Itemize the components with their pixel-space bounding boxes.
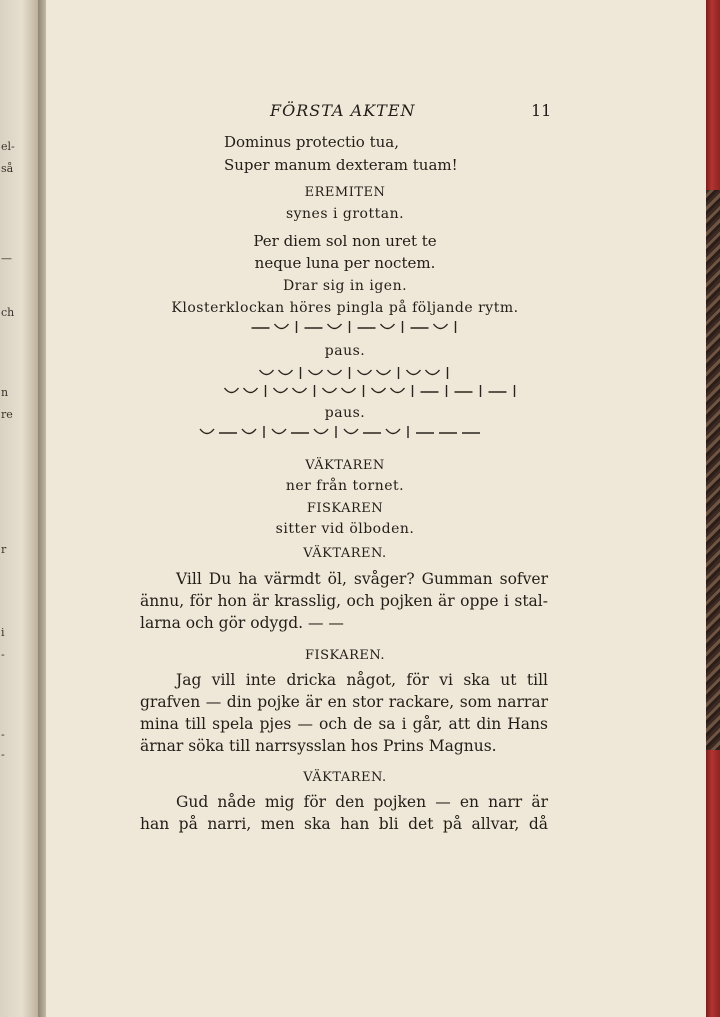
verse-line: neque luna per noctem. bbox=[254, 254, 436, 272]
margin-fragment: ch bbox=[1, 306, 15, 319]
dialogue-line: grafven — din pojke är en stor rackare, som narrar bbox=[140, 693, 548, 711]
margin-fragment: n bbox=[1, 386, 9, 399]
dialogue-line: Jag vill inte dricka något, för vi ska ut till bbox=[176, 671, 548, 689]
speaker-fiskaren: FISKAREN bbox=[306, 501, 384, 516]
dialogue-line: Vill Du ha värmdt öl, svåger? Gumman sofver bbox=[176, 570, 548, 588]
speaker-vaktaren: VÄKTAREN. bbox=[303, 546, 387, 561]
running-head-title: FÖRSTA AKTEN bbox=[270, 101, 416, 120]
stage-direction: Klosterklockan höres pingla på följande rytm. bbox=[171, 300, 519, 316]
margin-fragment: — bbox=[1, 252, 12, 265]
speaker-fiskaren: FISKAREN. bbox=[304, 648, 386, 663]
verse-line: Per diem sol non uret te bbox=[253, 232, 437, 250]
speaker-vaktaren: VÄKTAREN. bbox=[303, 770, 387, 785]
rhythm-pause: paus. bbox=[324, 343, 366, 359]
speaker-vaktaren: VÄKTAREN bbox=[305, 458, 385, 473]
margin-fragment: - bbox=[1, 648, 5, 661]
dialogue-line: ännu, för hon är krasslig, och pojken är oppe i stal- bbox=[140, 592, 548, 610]
speaker-eremiten: EREMITEN bbox=[304, 185, 386, 200]
stage-direction: sitter vid ölboden. bbox=[275, 521, 415, 537]
dialogue-line: ärnar söka till narrsysslan hos Prins Magnus. bbox=[140, 737, 497, 755]
rhythm-pause: paus. bbox=[324, 405, 366, 421]
dialogue-line: Gud nåde mig för den pojken — en narr är bbox=[176, 793, 548, 811]
margin-fragment: re bbox=[1, 408, 13, 421]
verse-line: Dominus protectio tua, bbox=[224, 133, 399, 151]
stage-direction: Drar sig in igen. bbox=[282, 278, 408, 294]
dialogue-line: mina till spela pjes — och de sa i går, att din Hans bbox=[140, 715, 548, 733]
previous-page-edge bbox=[0, 0, 40, 1017]
dialogue-line: han på narri, men ska han bli det på allvar, då bbox=[140, 815, 548, 833]
verse-line: Super manum dexteram tuam! bbox=[224, 156, 458, 174]
stage-direction: synes i grottan. bbox=[285, 206, 405, 222]
page-number: 11 bbox=[531, 101, 552, 120]
margin-fragment: i bbox=[1, 626, 5, 639]
margin-fragment: r bbox=[1, 543, 7, 556]
margin-fragment: så bbox=[1, 162, 14, 175]
margin-fragment: - bbox=[1, 748, 5, 761]
margin-fragment: el- bbox=[1, 140, 15, 153]
stage-direction: ner från tornet. bbox=[285, 478, 405, 494]
cover-marbled-band bbox=[706, 190, 720, 750]
dialogue-line: larna och gör odygd. — — bbox=[140, 614, 344, 632]
margin-fragment: - bbox=[1, 728, 5, 741]
